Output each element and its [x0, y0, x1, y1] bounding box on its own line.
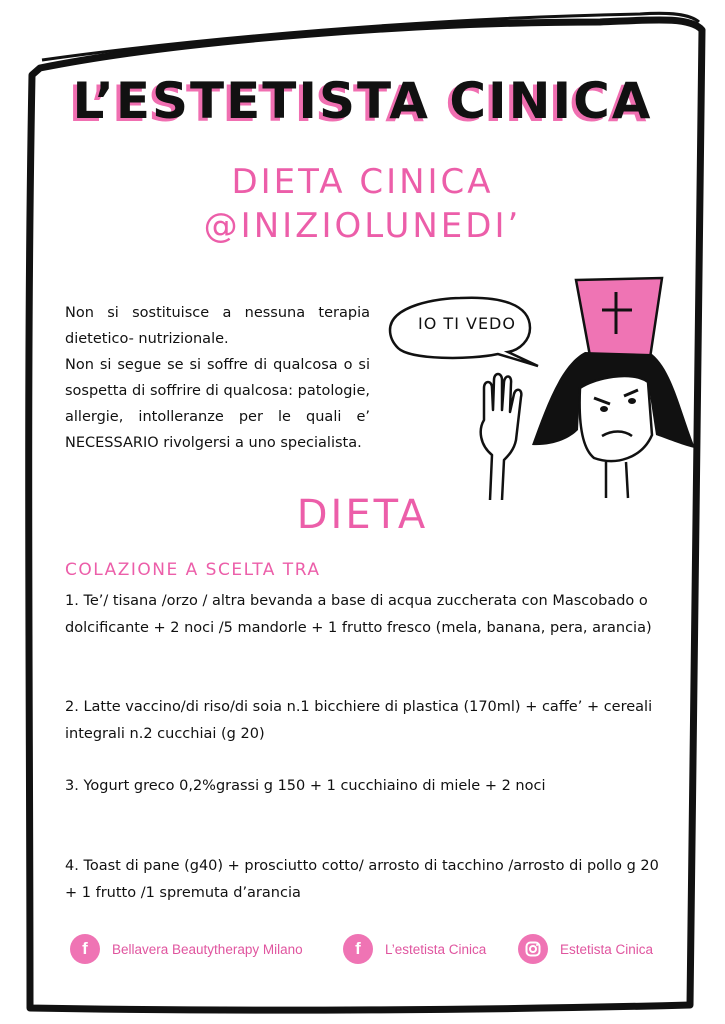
instagram-icon [518, 934, 548, 964]
footer-label: L’estetista Cinica [385, 941, 487, 957]
illustration [380, 270, 700, 510]
footer-link-bellavera[interactable] [70, 933, 303, 965]
facebook-icon: f [343, 934, 373, 964]
option-text: 2. Latte vaccino/di riso/di soia n.1 bicchiere di plastica (170ml) + caffe’ + cereali integrali n.2 cucchiai (g 20) [65, 699, 653, 742]
facebook-icon: f [70, 934, 100, 964]
footer-label: Bellavera Beautytherapy Milano [112, 941, 303, 957]
footer-link-instagram[interactable] [518, 933, 653, 965]
speech-bubble-text: IO TI VEDO [418, 314, 516, 333]
breakfast-option [65, 694, 670, 748]
footer-link-facebook[interactable] [343, 933, 486, 965]
footer-label: Estetista Cinica [560, 941, 654, 957]
hat-icon [576, 278, 662, 358]
disclaimer-line-1: Non si sostituisce a nessuna terapia dietetico- nutrizionale. [65, 305, 370, 347]
breakfast-option [65, 588, 670, 642]
face-icon [580, 376, 652, 461]
brand-title: L’ESTETISTA CINICA [72, 72, 653, 130]
breakfast-heading: COLAZIONE A SCELTA TRA [65, 560, 321, 580]
breakfast-option [65, 853, 670, 907]
option-text: 1. Te’/ tisana /orzo / altra bevanda a base di acqua zuccherata con Mascobado o dolcificante + 2 noci /5 mandorle + 1 frutto fresco (mela, banana, pera, arancia) [65, 593, 652, 636]
diet-heading: DIETA [296, 492, 429, 538]
breakfast-option [65, 773, 670, 800]
hand-icon [481, 374, 522, 500]
disclaimer [65, 300, 370, 456]
diet-handle: @INIZIOLUNEDI’ [203, 206, 522, 246]
diet-title: DIETA CINICA [231, 162, 494, 202]
option-text: 4. Toast di pane (g40) + prosciutto cotto/ arrosto di tacchino /arrosto di pollo g 20 + 1 frutto /1 spremuta d’arancia [65, 858, 659, 901]
option-text: 3. Yogurt greco 0,2%grassi g 150 + 1 cucchiaino di miele + 2 noci [65, 778, 546, 794]
disclaimer-line-2: Non si segue se si soffre di qualcosa o si sospetta di soffrire di qualcosa: patologie, allergie, intolleranze per le quali e’ NECESSARIO rivolgersi a uno specialista. [65, 357, 370, 451]
